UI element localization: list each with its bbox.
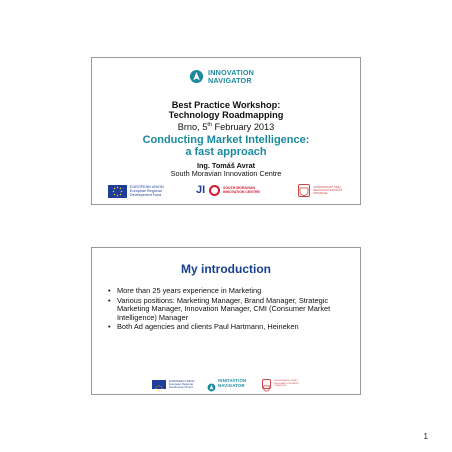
author-name: Ing. Tomáš Avrat xyxy=(196,161,256,170)
logo-text-line1: INNOVATION xyxy=(218,378,247,384)
list-item: • Both Ad agencies and clients Paul Hartmann, Heineken xyxy=(108,323,350,332)
jic-logo-icon xyxy=(209,185,220,196)
navigator-logo-icon xyxy=(189,69,204,84)
crest-text-line1: JIHOMORAVSKÝ KRAJ xyxy=(274,380,298,382)
innovation-navigator-logo xyxy=(207,379,246,388)
page-number: 1 xyxy=(423,432,428,441)
presentation-title: Conducting Market Intelligence: xyxy=(142,134,310,146)
crest-text xyxy=(313,186,342,195)
eu-text-line2: European Regional xyxy=(130,189,162,194)
crest-text-line3: STRATEGIE xyxy=(313,192,328,195)
smic-text-line2: INNOVATION CENTRE xyxy=(223,190,260,194)
crest-text xyxy=(274,380,299,388)
list-item: • More than 25 years experience in Marketing xyxy=(108,287,350,296)
crest-text-line1: JIHOMORAVSKÝ KRAJ xyxy=(313,186,341,189)
eu-flag-icon xyxy=(108,185,127,198)
title-slide xyxy=(91,57,361,205)
smic-text-line1: SOUTH MORAVIAN xyxy=(223,186,256,190)
eu-text-line3: Development Fund xyxy=(130,193,162,198)
region-crest-icon xyxy=(298,184,310,197)
presentation-subtitle: a fast approach xyxy=(185,146,267,158)
workshop-subtitle: Technology Roadmapping xyxy=(168,110,284,120)
jic-logo-text: JI xyxy=(196,184,206,196)
author-organization: South Moravian Innovation Centre xyxy=(170,169,282,178)
eu-flag-icon xyxy=(152,380,166,389)
workshop-date xyxy=(92,120,360,132)
innovation-navigator-logo xyxy=(189,69,254,84)
region-crest-icon xyxy=(262,379,271,389)
workshop-title: Best Practice Workshop: xyxy=(171,100,281,110)
date-suffix: th xyxy=(207,122,212,128)
introduction-slide xyxy=(91,247,361,395)
date-prefix: Brno, 5 xyxy=(177,122,208,133)
logo-text-line2: NAVIGATOR xyxy=(218,382,245,388)
sponsor-logos xyxy=(152,379,312,391)
list-item: • Various positions: Marketing Manager, Brand Manager, Strategic Marketing Manager, Innovation Manager, CMI (Consumer Market Intelligence) Manager xyxy=(108,297,350,323)
smic-text xyxy=(223,186,260,194)
introduction-bullets xyxy=(108,287,350,333)
date-rest: February 2013 xyxy=(211,122,275,133)
crest-text-line3: STRATEGIE xyxy=(274,385,287,388)
eu-text-line1: EUROPEAN UNION xyxy=(130,185,164,189)
eu-text-line1: EUROPEAN UNION xyxy=(169,379,195,383)
logo-text-line2: NAVIGATOR xyxy=(208,75,252,85)
eu-text-line3: Development Fund xyxy=(169,385,193,390)
crest-text-line2: REGIONÁLNÍ INOVAČNÍ xyxy=(313,189,343,192)
logo-text-line1: INNOVATION xyxy=(208,68,255,78)
crest-text-line2: REGIONÁLNÍ INOVAČNÍ xyxy=(274,382,299,385)
eu-text xyxy=(130,185,164,198)
eu-text-line2: European Regional xyxy=(169,382,193,387)
sponsor-logos xyxy=(108,184,348,198)
navigator-logo-icon xyxy=(207,379,216,388)
eu-text xyxy=(169,380,195,389)
slide-title: My introduction xyxy=(181,262,271,276)
